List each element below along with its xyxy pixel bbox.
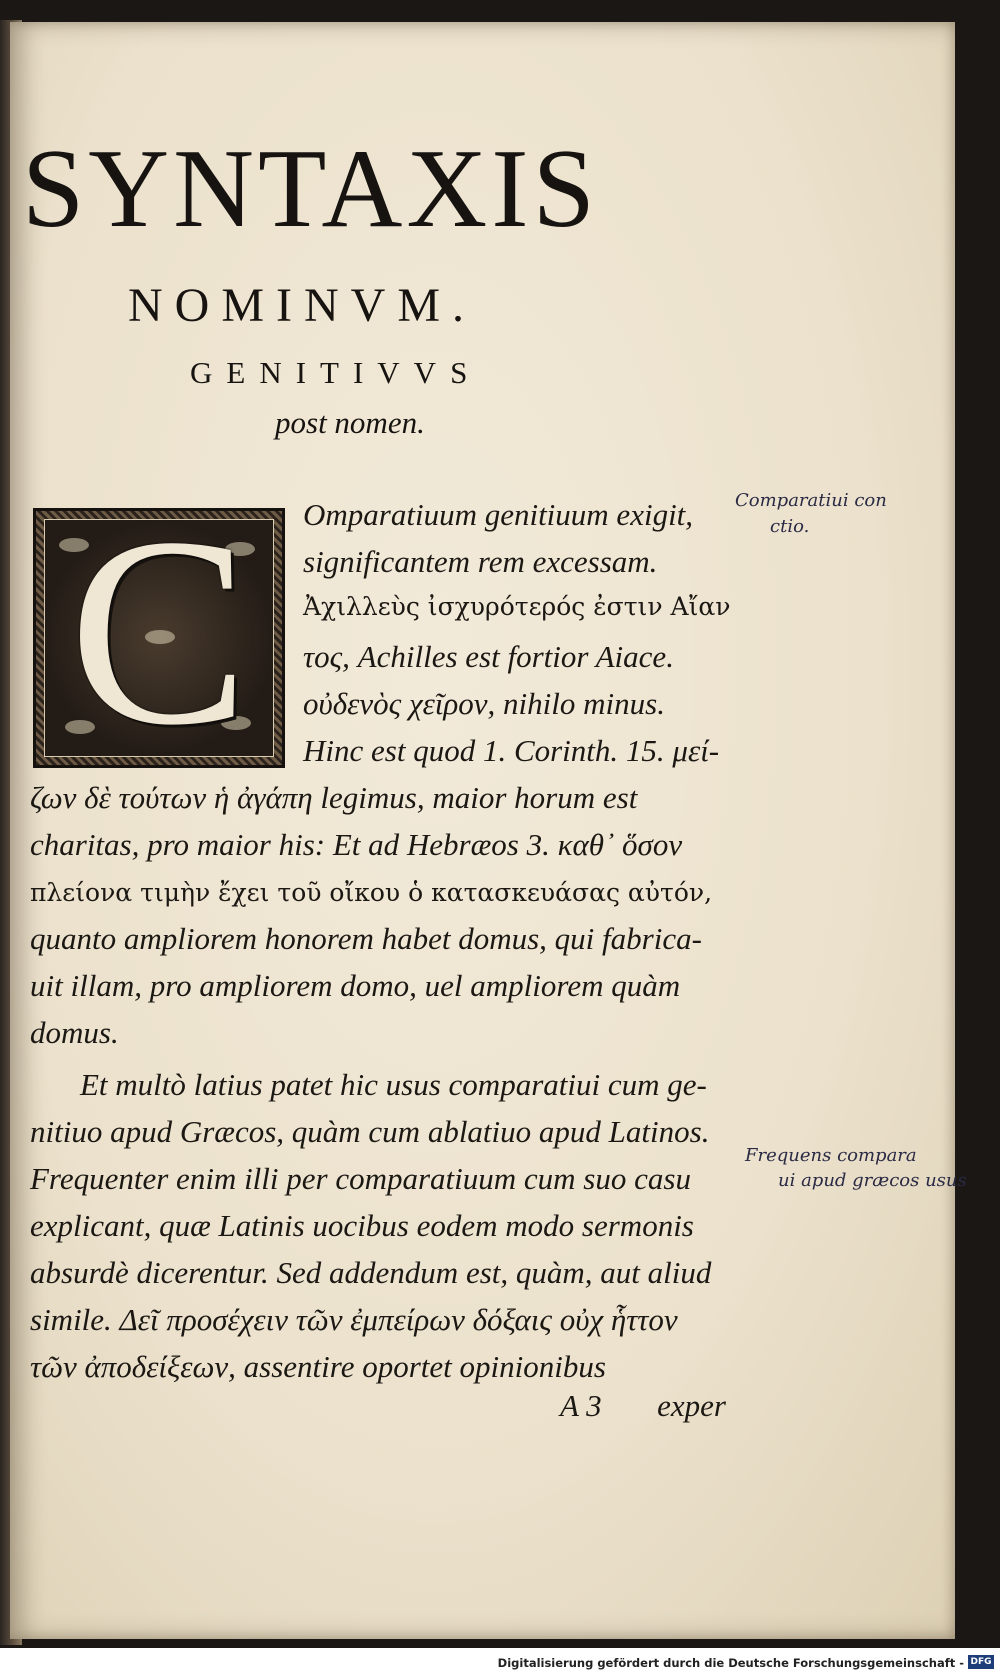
signature-mark: A 3 bbox=[560, 1388, 602, 1423]
text-line: charitas, pro maior his: Et ad Hebræos 3. καθ᾽ ὅσον bbox=[30, 827, 683, 862]
text-line: nitiuo apud Græcos, quàm cum ablatiuo apud Latinos. bbox=[30, 1114, 710, 1149]
text-line: explicant, quæ Latinis uocibus eodem modo sermonis bbox=[30, 1208, 694, 1243]
text-line: Et multò latius patet hic usus comparatiui cum ge- bbox=[80, 1067, 707, 1102]
text-line: οὐδενὸς χεῖρον, nihilo minus. bbox=[303, 686, 665, 721]
text-line: Frequenter enim illi per comparatiuum cum suo casu bbox=[30, 1161, 691, 1196]
initial-letter: C bbox=[68, 482, 250, 781]
signature-catchword bbox=[560, 1388, 726, 1424]
marginal-note-comparative: Comparatiui con bbox=[735, 490, 887, 511]
decorated-initial bbox=[33, 482, 285, 781]
text-line: absurdè dicerentur. Sed addendum est, quàm, aut aliud bbox=[30, 1255, 712, 1290]
text-line: significantem rem excessam. bbox=[303, 544, 658, 579]
section-subheading: post nomen. bbox=[275, 405, 425, 440]
text-line: simile. Δεῖ προσέχειν τῶν ἐμπείρων δόξαις οὐχ ἧττον bbox=[30, 1302, 678, 1337]
marginal-note-frequens: Frequens compara bbox=[745, 1145, 917, 1166]
text-line: τος, Achilles est fortior Aiace. bbox=[303, 639, 674, 674]
text-line: domus. bbox=[30, 1015, 119, 1050]
footer-credit: Digitalisierung gefördert durch die Deutsche Forschungsgemeinschaft - bbox=[497, 1656, 964, 1670]
text-line: Omparatiuum genitiuum exigit, bbox=[303, 497, 694, 532]
section-heading: GENITIVVS bbox=[190, 355, 482, 390]
marginal-note-frequens-cont: ui apud græcos usus bbox=[778, 1170, 967, 1191]
text-line: Ἀχιλλεὺς ἰσχυρότερός ἐστιν Αἴαν bbox=[303, 592, 731, 621]
text-line: quanto ampliorem honorem habet domus, qui fabrica- bbox=[30, 921, 702, 956]
marginal-note-comparative-cont: ctio. bbox=[770, 516, 810, 537]
page-title: SYNTAXIS bbox=[22, 127, 599, 251]
text-line: ζων δὲ τούτων ἡ ἀγάπη legimus, maior horum est bbox=[30, 780, 638, 815]
text-line: τῶν ἀποδείξεων, assentire oportet opinionibus bbox=[30, 1349, 606, 1384]
text-line: πλείονα τιμὴν ἔχει τοῦ οἴκου ὁ κατασκευάσας αὐτόν, bbox=[30, 878, 713, 907]
catchword: exper bbox=[657, 1388, 726, 1423]
page-subtitle: NOMINVM. bbox=[128, 279, 476, 332]
text-line: Hinc est quod 1. Corinth. 15. μεί- bbox=[303, 733, 720, 768]
dfg-logo: DFG bbox=[968, 1655, 994, 1669]
text-line: uit illam, pro ampliorem domo, uel ampliorem quàm bbox=[30, 968, 681, 1003]
